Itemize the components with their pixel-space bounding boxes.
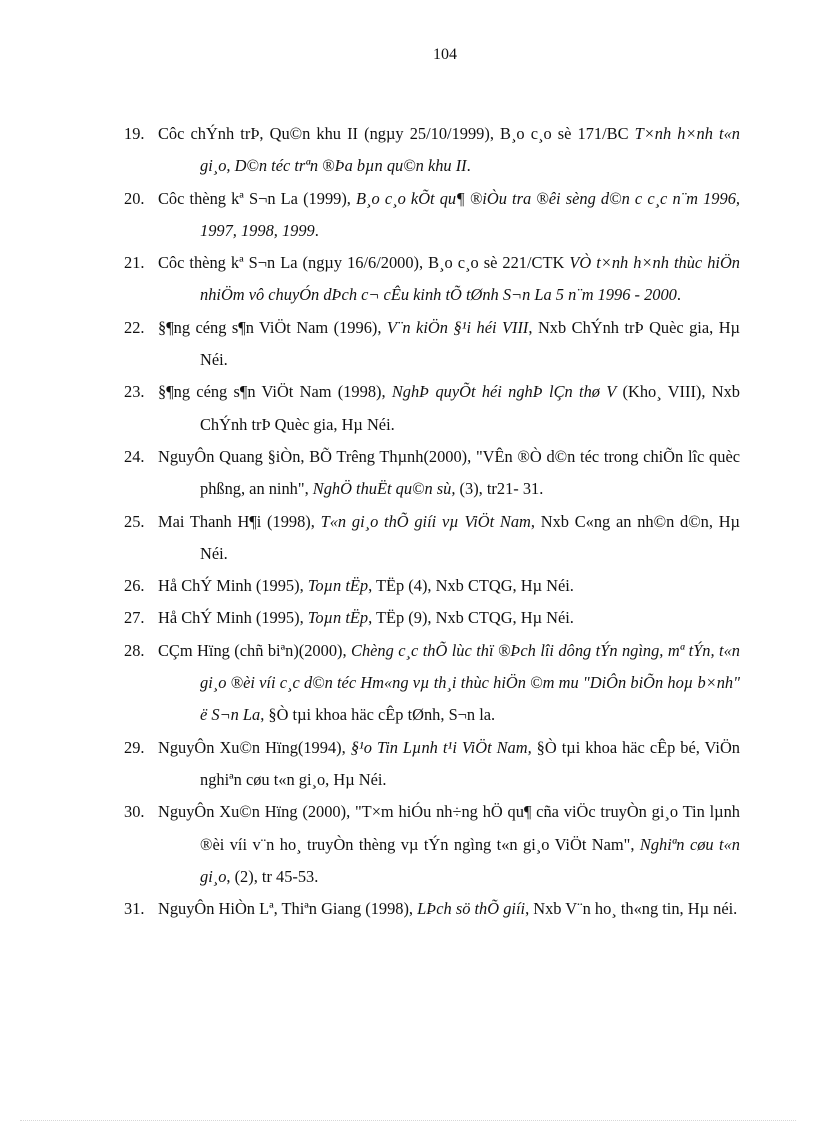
reference-item <box>124 118 740 183</box>
reference-number: 28. <box>124 640 145 660</box>
reference-item <box>124 796 740 893</box>
reference-number: 27. <box>124 608 145 628</box>
reference-text: . <box>466 156 471 176</box>
page-number: 104 <box>433 46 457 63</box>
reference-text: , Nxb V¨n ho¸ th«ng tin, Hµ néi. <box>525 899 738 919</box>
reference-item <box>124 441 740 506</box>
reference-title: V¨n kiÖn §¹i héi VIII <box>386 317 529 337</box>
reference-text: NguyÔn Xu©n Hïng(1994), <box>158 737 351 757</box>
reference-number: 31. <box>124 899 145 919</box>
page-bottom-divider <box>20 1120 796 1121</box>
reference-title: VÒ t×nh h×nh thùc hiÖn nhiÖm vô chuyÓn dÞch c¬ cÊu kinh tÕ tØnh S¬n La 5 n¨m 1996 - 2000 <box>200 253 740 305</box>
reference-text: Hå ChÝ Minh (1995), <box>158 576 308 596</box>
reference-item <box>124 570 740 602</box>
reference-text: Hå ChÝ Minh (1995), <box>158 608 308 628</box>
reference-text: NguyÔn Quang §iÒn, BÕ Trêng Thµnh(2000), "VÊn ®Ò d©n téc trong chiÕn lîc quèc phßng, an ninh", <box>158 446 740 499</box>
reference-title: NghÞ quyÕt héi nghÞ lÇn thø V <box>391 382 617 402</box>
reference-text: NguyÔn HiÒn Lª, Thiªn Giang (1998), <box>158 899 418 919</box>
reference-list <box>124 118 740 925</box>
reference-item <box>124 376 740 441</box>
reference-text: §¶ng céng s¶n ViÖt Nam (1998), <box>158 382 392 402</box>
reference-text: NguyÔn Xu©n Hïng (2000), "T×m hiÓu nh÷ng hÖ qu¶ cña viÖc truyÒn gi¸o Tin lµnh ®èi víi v¨n ho¸ truyÒn thèng vµ tÝn ngìng t«n gi¸o ViÖt Nam", <box>158 802 740 854</box>
reference-number: 23. <box>124 382 145 402</box>
reference-text: , TËp (9), Nxb CTQG, Hµ Néi. <box>368 608 574 628</box>
reference-item <box>124 893 740 925</box>
reference-text: , Nxb ChÝnh trÞ Quèc gia, Hµ Néi. <box>200 317 740 370</box>
reference-number: 30. <box>124 802 145 822</box>
reference-title: Toµn tËp <box>307 576 369 596</box>
reference-item <box>124 602 740 634</box>
reference-title: Nghiªn cøu t«n gi¸o <box>200 834 740 886</box>
reference-title: B¸o c¸o kÕt qu¶ ®iÒu tra ®êi sèng d©n c c¸c n¨m 1996, 1997, 1998, 1999 <box>200 188 740 240</box>
reference-item <box>124 635 740 732</box>
reference-title: LÞch sö thÕ giíi <box>417 899 526 919</box>
reference-title: Chèng c¸c thÕ lùc thï ®Þch lîi dông tÝn ngìng, mª tÝn, t«n gi¸o ®èi víi c¸c d©n téc Hm«ng vµ th¸i thùc hiÖn ©m mu "DiÔn biÕn hoµ b×nh" ë S¬n La <box>200 640 740 725</box>
reference-title: T«n gi¸o thÕ giíi vµ ViÖt Nam <box>320 511 531 531</box>
reference-item <box>124 506 740 571</box>
reference-number: 29. <box>124 737 145 757</box>
reference-text: Côc chÝnh trÞ, Qu©n khu II (ngµy 25/10/1999), B¸o c¸o sè 171/BC <box>158 124 635 143</box>
reference-item <box>124 732 740 797</box>
reference-number: 24. <box>124 446 145 466</box>
reference-text: . <box>676 285 681 305</box>
reference-title: NghÖ thuËt qu©n sù, <box>312 479 456 499</box>
reference-number: 25. <box>124 511 145 531</box>
reference-text: , §Ò tµi khoa häc cÊp tØnh, S¬n la. <box>260 705 496 725</box>
reference-text: Côc thèng kª S¬n La (ngµy 16/6/2000), B¸o c¸o sè 221/CTK <box>158 253 570 273</box>
reference-text: §¶ng céng s¶n ViÖt Nam (1996), <box>158 317 387 337</box>
reference-text: . <box>314 220 319 240</box>
reference-title: T×nh h×nh t«n gi¸o, D©n téc trªn ®Þa bµn qu©n khu II <box>200 124 740 176</box>
reference-item <box>124 247 740 312</box>
reference-text: (3), tr21- 31. <box>455 479 544 499</box>
reference-number: 26. <box>124 576 145 596</box>
reference-text: Mai Thanh H¶i (1998), <box>158 511 321 531</box>
reference-item <box>124 312 740 377</box>
reference-number: 22. <box>124 317 145 337</box>
reference-text: Côc thèng kª S¬n La (1999), <box>158 188 357 208</box>
reference-text: , (2), tr 45-53. <box>226 866 319 886</box>
reference-text: , TËp (4), Nxb CTQG, Hµ Néi. <box>368 576 574 596</box>
reference-title: §¹o Tin Lµnh t¹i ViÖt Nam, <box>350 737 532 757</box>
reference-number: 21. <box>124 253 145 273</box>
reference-title: Toµn tËp <box>307 608 369 628</box>
reference-text: (Kho¸ VIII), Nxb ChÝnh trÞ Quèc gia, Hµ Néi. <box>200 382 740 434</box>
reference-number: 19. <box>124 124 145 143</box>
reference-text: , Nxb C«ng an nh©n d©n, Hµ Néi. <box>200 511 740 563</box>
reference-number: 20. <box>124 188 145 208</box>
reference-text: §Ò tµi khoa häc cÊp bé, ViÖn nghiªn cøu t«n gi¸o, Hµ Néi. <box>200 737 740 789</box>
reference-text: CÇm Hïng (chñ biªn)(2000), <box>158 640 352 660</box>
reference-item <box>124 183 740 248</box>
